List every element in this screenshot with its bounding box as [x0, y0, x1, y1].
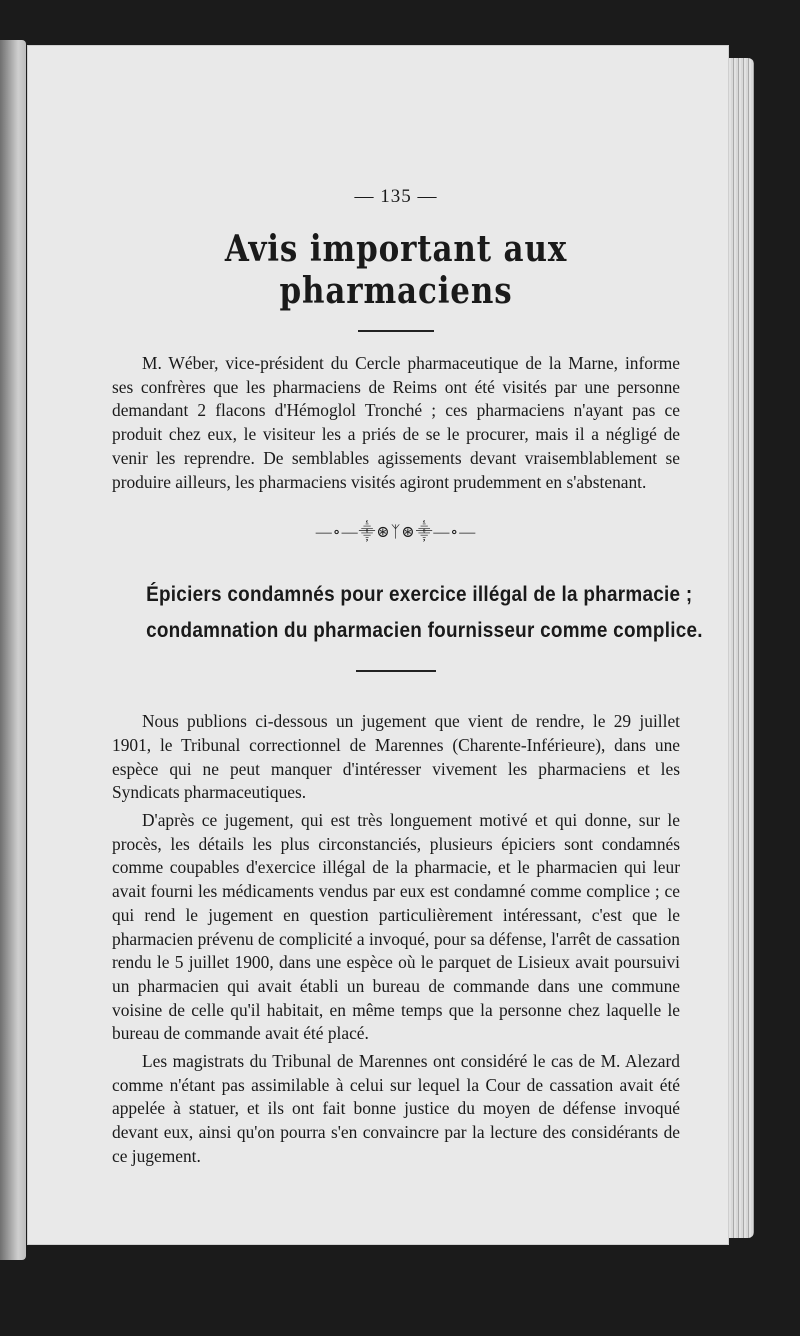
- paragraph-3: Les magistrats du Tribunal de Marennes ont considéré le cas de M. Alezard comme n'étant pas assimilable à celui sur lequel la Cour de cassation avait été appelée à statuer, et ils ont fait bonne justice du moyen de défense invoqué devant eux, ainsi qu'on pourra s'en convaincre par la lecture des considérants de ce jugement.: [112, 1051, 680, 1166]
- page-stack-edges: [726, 58, 754, 1238]
- ornament-divider: —∘—⸎⊛ᛉ⊛⸎—∘—: [315, 524, 477, 542]
- page-content: [112, 186, 703, 1169]
- title-rule: [356, 670, 436, 672]
- section-title-avis: Avis important aux pharmaciens: [224, 228, 568, 312]
- book-page: [28, 46, 728, 1244]
- avis-paragraph: M. Wéber, vice-président du Cercle pharmaceutique de la Marne, informe ses confrères que les pharmaciens de Reims ont été visités par une personne demandant 2 flacons d'Hémoglol Tronché ; ces pharmaciens n'ayant pas ce produit chez eux, le visiteur les a priés de se le procurer, mais il a négligé de venir les reprendre. De semblables agissements devant vraisemblablement se produire ailleurs, les pharmaciens visités agiront prudemment en s'abstenant.: [112, 353, 680, 492]
- section-title-epiciers: [146, 576, 703, 648]
- paragraph-1: Nous publions ci-dessous un jugement que vient de rendre, le 29 juillet 1901, le Tribunal correctionnel de Marennes (Charente-Inférieure), dans une espèce qui ne peut manquer d'intéresser vivement les pharmaciens et les Syndicats pharmaceutiques.: [112, 711, 680, 803]
- page-number: — 135 —: [354, 186, 438, 207]
- facing-page-edge: [0, 40, 26, 1260]
- title-line-2: condamnation du pharmacien fournisseur comme complice.: [146, 618, 703, 643]
- title-line-1: Épiciers condamnés pour exercice illégal de la pharmacie ;: [146, 582, 693, 607]
- paragraph-2: D'après ce jugement, qui est très longuement motivé et qui donne, sur le procès, les détails les plus circonstanciés, plusieurs épiciers sont condamnés comme coupables d'exercice illégal de la pharmacie, et le pharmacien qui leur avait fourni les médicaments vendus par eux est condamné comme complice ; ce qui rend le jugement en question particulièrement intéressant, c'est que le pharmacien prévenu de complicité a invoqué, pour sa défense, l'arrêt de cassation rendu le 5 juillet 1900, dans une espèce où le parquet de Lisieux avait poursuivi un pharmacien qui avait établi un bureau de commande dans une commune voisine de celle qu'il habitait, en même temps que la personne chez laquelle le bureau de commande avait été placé.: [112, 810, 680, 1044]
- title-rule: [358, 330, 434, 332]
